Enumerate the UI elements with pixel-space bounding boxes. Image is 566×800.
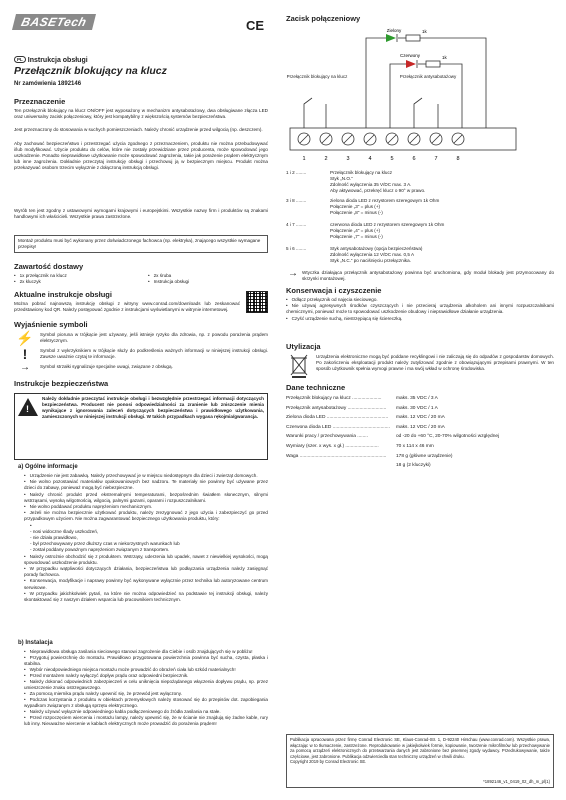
sub-list-container (24, 523, 268, 554)
safety-heading: Instrukcje bezpieczeństwa (14, 379, 109, 388)
legend-line: Styk „N.C.” po naciśnięciu przełącznika. (330, 258, 411, 263)
general-list (24, 473, 268, 603)
switch2-label-wrap (398, 74, 458, 92)
legend-value (330, 170, 556, 194)
copyright-text: Copyright 2019 by Conrad Electronic SE. (290, 759, 367, 765)
switch1-label: Przełącznik blokujący na klucz (286, 74, 348, 79)
warning-triangle-icon (18, 398, 38, 416)
intro-p3: Aby zachować bezpieczeństwo i przestrzegać użycia zgodnego z przeznaczeniem, produktu nie można przebudowywać i/lub modyfikować. Użycie produktu do celów, które nie zostały przewidziane przez producenta, może spowodować jego uszkodzenie. Ponadto nieprawidłowe użytkowanie może spowodować zagrożenia, takie jak porażenie prądem elektrycznym lub inne zagrożenia. Dokładnie przeczytaj instrukcję obsługi i przechowuj ją w bezpiecznym miejscu. Produkt można przekazywać osobom trzecim wyłącznie z dołączoną instrukcją obsługi. (14, 141, 268, 171)
tech-label: Wymiary (szer. x wys. x gł.) ......................... (286, 443, 379, 449)
list-item: • Należy chronić produkt przed ekstremalnymi temperaturami, bezpośrednim światłem słonecznym, silnymi wstrząsami, wysoką wilgotnością, wilgocią, palnymi gazami, oparami i rozpuszczalnikami. (24, 492, 268, 504)
legend-key: 4 i 7 ........ (286, 222, 307, 227)
sub-item: • - nosi widoczne ślady uszkodzeń, (30, 528, 99, 534)
legend-value (330, 222, 556, 240)
list-item: • Należy dokonać odpowiednich zabezpieczeń w celu uniknięcia niepożądanego włączenia dopływu prądu, np. przez umieszczenie znaku ostrzegawczego. (24, 679, 268, 691)
list-item: • Przygotuj powierzchnię do montażu. Prawidłowo przygotowana powierzchnia powinna być sucha, czysta, płaska i stabilna. (24, 655, 268, 667)
legend-line: Styk „N.O.” (330, 176, 353, 181)
list-item: • W przypadku wątpliwości dotyczących działania, bezpieczeństwa lub podłączania urządzenia należy zasięgnąć porady fachowca. (24, 566, 268, 578)
delivery-list-2 (148, 273, 268, 285)
res1-label: 1k (422, 29, 427, 34)
res2-label: 1k (442, 55, 447, 60)
switch2-label: Przełącznik antysabotażowy (399, 74, 457, 79)
legend-line: zielona dioda LED z rezystorem szeregowym 1k Ohm (330, 198, 440, 203)
delivery-list-1 (14, 273, 134, 285)
legend-line: Styk antysabotażowy (opcja bezpieczeństwa) (330, 246, 423, 251)
list-item: • Konserwacja, modyfikacje i naprawy powinny być wykonywane wyłącznie przez technika lub autoryzowane centrum serwisowe. (24, 578, 268, 590)
tech-value: 70 x 114 x 46 mm (396, 443, 434, 449)
legend-value (330, 198, 556, 216)
current-heading: Aktualne instrukcje obsługi (14, 290, 112, 299)
legend-line: Aby aktywować, przekręć klucz o 90° w prawo. (330, 188, 426, 193)
brand-logo: BASETech (12, 14, 96, 30)
legend-value (330, 246, 556, 264)
terminal-screws (298, 133, 464, 145)
terminal-number: 3 (346, 156, 350, 162)
ce-mark: CE (246, 18, 265, 33)
imprint-box (286, 734, 554, 788)
list-item: • Podczas korzystania z produktu w obiektach przemysłowych należy stosować się do przepisów dot. zapobiegania wypadkom związanym z obsługą sprzętu elektrycznego. (24, 697, 268, 709)
sub-item: - nie działa prawidłowo, (30, 535, 78, 541)
green-led-icon (386, 34, 396, 42)
tech-value: maks. 35 VDC / 3 A (396, 396, 438, 401)
language-badge: PL (14, 56, 26, 63)
imprint-text: Publikacja opracowana przez firmę Conrad Electronic SE, Klaus-Conrad-Str. 1, D-92240 Hirschau (www.conrad.com). Wszystkie prawa, włączając w to tłumaczenie, zastrzeżone. Reprodukowanie w jakiejkolwiek formie, kopiowanie, tworzenie mikrofilmów lub przechowywanie za pomocą urządzeń elektronicznych do przetwarzania danych jest zabronione bez pisemnej zgody wydawcy. Przedrukowywanie, także częściowe, jest zabronione. Publikacja odzwierciedla stan techniczny urządzeń w chwili druku. (290, 737, 550, 759)
installation-note: Montaż produktu musi być wykonany przez doświadczonego fachowca (np. elektryka), znającego wszystkie wymagane przepisy! (14, 235, 268, 253)
legend-line: Przełącznik blokujący na klucz (330, 170, 393, 175)
list-item: • Wybór nieodpowiedniego miejsca montażu może prowadzić do obrażeń ciała lub szkód materialnych! (24, 667, 268, 673)
tech-value: maks. 12 VDC / 20 mA (396, 424, 445, 430)
sub-item: - był przechowywany przez dłuższy czas w niekorzystnych warunkach lub (30, 541, 180, 547)
delivery-heading: Zawartość dostawy (14, 262, 84, 271)
list-item: • Nie wolno pozostawiać materiałów opakowaniowych bez nadzoru. Te materiały nie powinny być używane przez dzieci do zabawy, ponieważ mogą być niebezpieczne. (24, 479, 268, 491)
list-item: • 2x śruba (148, 273, 268, 279)
qr-code-icon[interactable] (246, 291, 268, 313)
list-item: • Za pomocą miernika prądu należy upewnić się, że przewód jest wyłączony. (24, 691, 268, 697)
red-led-icon (406, 60, 416, 68)
list-item: • Instrukcja obsługi (148, 279, 268, 285)
intro-heading: Przeznaczenie (14, 97, 66, 106)
instructions-text: Instrukcja obsługi (27, 57, 88, 64)
terminal-number: 7 (434, 156, 438, 162)
table-row (286, 432, 556, 442)
current-text: Można pobrać najnowszą instrukcję obsługi z witryny www.conrad.com/downloads lub zeskanować przedstawiony kod QR. Należy postępować zgodnie z instrukcjami wyświetlanymi w witrynie internetowej. (14, 301, 240, 313)
legend-line: Połączenie „3” = plus (+) (330, 204, 381, 209)
arrow-icon: → (20, 362, 30, 373)
terminal-number: 8 (456, 156, 460, 162)
maintenance-list (286, 297, 554, 322)
legend-line: Połączenie „8” = minus (-) (330, 210, 383, 215)
list-item: • Należy ostrożnie obchodzić się z produktem. Wstrząsy, uderzenia lub upadek, nawet z niewielkiej wysokości, mogą spowodować uszkodzenie produktu. (24, 554, 268, 566)
install-heading: b) Instalacja (18, 640, 53, 646)
symbol-text-arrow: Symbol strzałki sygnalizuje specjalne uwagi, związane z obsługą. (40, 364, 173, 369)
tech-value: maks. 12 VDC / 20 mA (396, 415, 445, 421)
tech-label: Warunki pracy / przechowywania ........ (286, 434, 368, 440)
tech-label (286, 461, 396, 471)
list-item: • Nie wolno poddawać produktu naprężeniom mechanicznym. (24, 504, 268, 510)
list-item: • Urządzenie nie jest zabawką. Należy przechowywać je w miejscu niedostępnym dla dzieci i zwierząt domowych. (24, 473, 268, 479)
list-item: • Należy używać wyłącznie odpowiedniego kabla podłączeniowego do źródła zasilania na stałe. (24, 709, 268, 715)
crossed-bin-icon (290, 354, 308, 378)
page-title: Przełącznik blokujący na klucz (14, 65, 167, 77)
order-number: Nr zamówienia 1892146 (14, 81, 82, 87)
tech-heading: Dane techniczne (286, 383, 346, 392)
general-heading: a) Ogólne informacje (18, 464, 78, 470)
tech-label: Waga ................................................................. (286, 453, 387, 459)
terminal-numbers (302, 156, 459, 162)
terminal-number: 1 (302, 156, 306, 162)
legend-note: Wtyczka działająca przełącznik antysabotażowy powinna być uruchomiona, gdy moduł blokady jest przymocowany do skrzynki montażowej. (302, 270, 554, 281)
arrow-icon: → (288, 268, 298, 279)
maintenance-heading: Konserwacja i czyszczenie (286, 286, 382, 295)
list-item: • Nieprawidłowa obsługa zasilania sieciowego stanowi zagrożenie dla Ciebie i osób znajdujących się w pobliżu! (24, 649, 268, 655)
table-row (286, 423, 556, 433)
terminal-number: 4 (368, 156, 372, 162)
green-label: Zielony (386, 28, 402, 33)
list-item: • Czyść urządzenie suchą, niestrzępiącą się ściereczką. (286, 316, 554, 322)
disposal-heading: Utylizacja (286, 342, 321, 351)
table-row (286, 452, 556, 462)
exclamation-icon: ! (22, 346, 28, 362)
symbol-text-exclamation: Symbol z wykrzyknikiem w trójkącie służy do podkreślenia ważnych informacji w niniejszej instrukcji obsługi. Zawsze uważnie czytaj te informacje. (40, 348, 268, 359)
list-item: • Odłącz przełącznik od najęcia sieciowego. (286, 297, 554, 303)
list-item: • Przed rozpoczęciem wiercenia i montażu lampy, należy upewnić się, że w ścianie nie znajdują się żadne kable, rury lub inny. Nieuważne wiercenie w kablach elektrycznych może prowadzić do porażenia prądem! (24, 715, 268, 727)
list-item: • Przed montażem należy wyłączyć dopływ prądu oraz odpowiedni bezpiecznik. (24, 673, 268, 679)
sub-item: - został poddany poważnym naprężeniom związanym z transportem. (30, 547, 170, 553)
install-list (24, 649, 268, 727)
legend-line: Połączenie „4” = plus (+) (330, 228, 381, 233)
tech-value: od -20 do +60 °C, 20-70% wilgotności względnej (396, 434, 500, 440)
safety-warning-text: Należy dokładnie przeczytać instrukcje obsługi i bezwzględnie przestrzegać informacji dotyczących bezpieczeństwa. Producent nie ponosi odpowiedzialności za zranienie lub zniszczenie mienia wynikające z ignorowania zaleceń dotyczących bezpieczeństwa i prawidłowego użytkowania, zamieszczonych w niniejszej instrukcji obsługi. W takich przypadkach wygasa rękojmia/gwarancja. (42, 396, 264, 419)
disposal-text: Urządzenia elektroniczne mogą być poddane recyklingowi i nie zaliczają się do odpadów z gospodarstw domowych. Po zakończeniu eksploatacji produkt należy zutylizować zgodnie z obowiązującymi przepisami prawnymi. W ten sposób użytkownik spełnia wymogi prawne i ma swój wkład w ochronę środowiska. (316, 354, 554, 371)
switch1-label-wrap (286, 74, 348, 92)
intro-p2: Jest przeznaczony do stosowania w suchych pomieszczeniach. Należy chronić urządzenie przed wilgocią (np. deszczem). (14, 127, 263, 132)
intro-p1: Ten przełącznik blokujący na klucz ON/OFF jest wyposażony w mechanizm antysabotażowy, dwa obsługiwane złącza LED oraz uniwersalny zacisk połączeniowy, który jest kompatybilny z większością systemów bezpieczeństwa. (14, 108, 268, 120)
terminal-number: 6 (412, 156, 416, 162)
legend-line: czerwona dioda LED z rezystorem szeregowym 1k Ohm (330, 222, 445, 227)
diagram-heading: Zacisk połączeniowy (286, 14, 361, 23)
table-row (286, 404, 556, 414)
symbols-heading: Wyjaśnienie symboli (14, 320, 88, 329)
list-item: • Jeżeli nie można bezpiecznie użytkować produktu, należy zrezygnować z jego użycia i zabezpieczyć go przed przypadkowym użyciem. Nie można zagwarantować bezpiecznego użytkowania produktu, który: (24, 510, 268, 522)
tech-value: 18 g (2 kluczyki) (396, 463, 431, 469)
symbol-text-lightning: Symbol pioruna w trójkącie jest używany, jeśli istnieje ryzyko dla zdrowia, np. z powodu porażenia prądem elektrycznym. (40, 332, 268, 343)
tech-value: 178 g (główne urządzenie) (396, 453, 453, 459)
tech-value: maks. 30 VDC / 1 A (396, 405, 438, 411)
legend-key: 1 i 2 ........ (286, 170, 307, 175)
list-item: • 2x kluczyk (14, 279, 134, 285)
table-row (286, 394, 556, 404)
table-row (286, 442, 556, 452)
legend-line: Połączenie „7” = minus (-) (330, 234, 383, 239)
tech-label: Czerwona dioda LED ........................................... (286, 424, 390, 430)
tech-label: Zielona dioda LED .............................................. (286, 415, 389, 421)
red-label: Czerwony (399, 53, 421, 58)
legend-key: 3 i 8 ........ (286, 198, 307, 203)
table-row (286, 413, 556, 423)
list-item: • Nie używaj agresywnych środków czyszczących i nie przecieraj urządzenia alkoholem ani innymi rozpuszczalnikami chemicznymi, ponieważ może to spowodować uszkodzenie obudowy i nieprawidłowe działanie urządzenia. (286, 303, 554, 315)
tech-label: Przełącznik blokujący na klucz ...................... (286, 396, 382, 401)
list-item: • W przypadku jakichkolwiek pytań, na które nie można odpowiedzieć na podstawie tej instrukcji obsługi, należy skontaktować się z naszym działem wsparcia lub pracownikiem technicznym. (24, 591, 268, 603)
legend-line: Zdolność wyłączenia 35 V/DC max. 3 A. (330, 182, 412, 187)
document-code: *1892146_v1_0419_02_dh_m_pl(1) (483, 779, 550, 785)
legend-key: 5 i 6 ........ (286, 246, 307, 251)
tech-label: Przełącznik antysabotażowy ............................. (286, 405, 387, 411)
terminal-number: 5 (390, 156, 394, 162)
lightning-icon: ⚡ (16, 330, 34, 346)
table-row (286, 461, 556, 471)
instructions-label (14, 56, 88, 64)
tech-table (286, 394, 556, 471)
terminal-number: 2 (324, 156, 328, 162)
list-item: • 1x przełącznik na klucz (14, 273, 134, 279)
legend-line: Zdolność wyłączenia 12 V/DC max. 0,5 A (330, 252, 415, 257)
intro-p4: Wyrób ten jest zgodny z ustawowymi wymogami krajowymi i europejskimi. Wszystkie nazwy firm i produktów są znakami handlowymi ich właścicieli. Wszystkie prawa zastrzeżone. (14, 208, 268, 220)
